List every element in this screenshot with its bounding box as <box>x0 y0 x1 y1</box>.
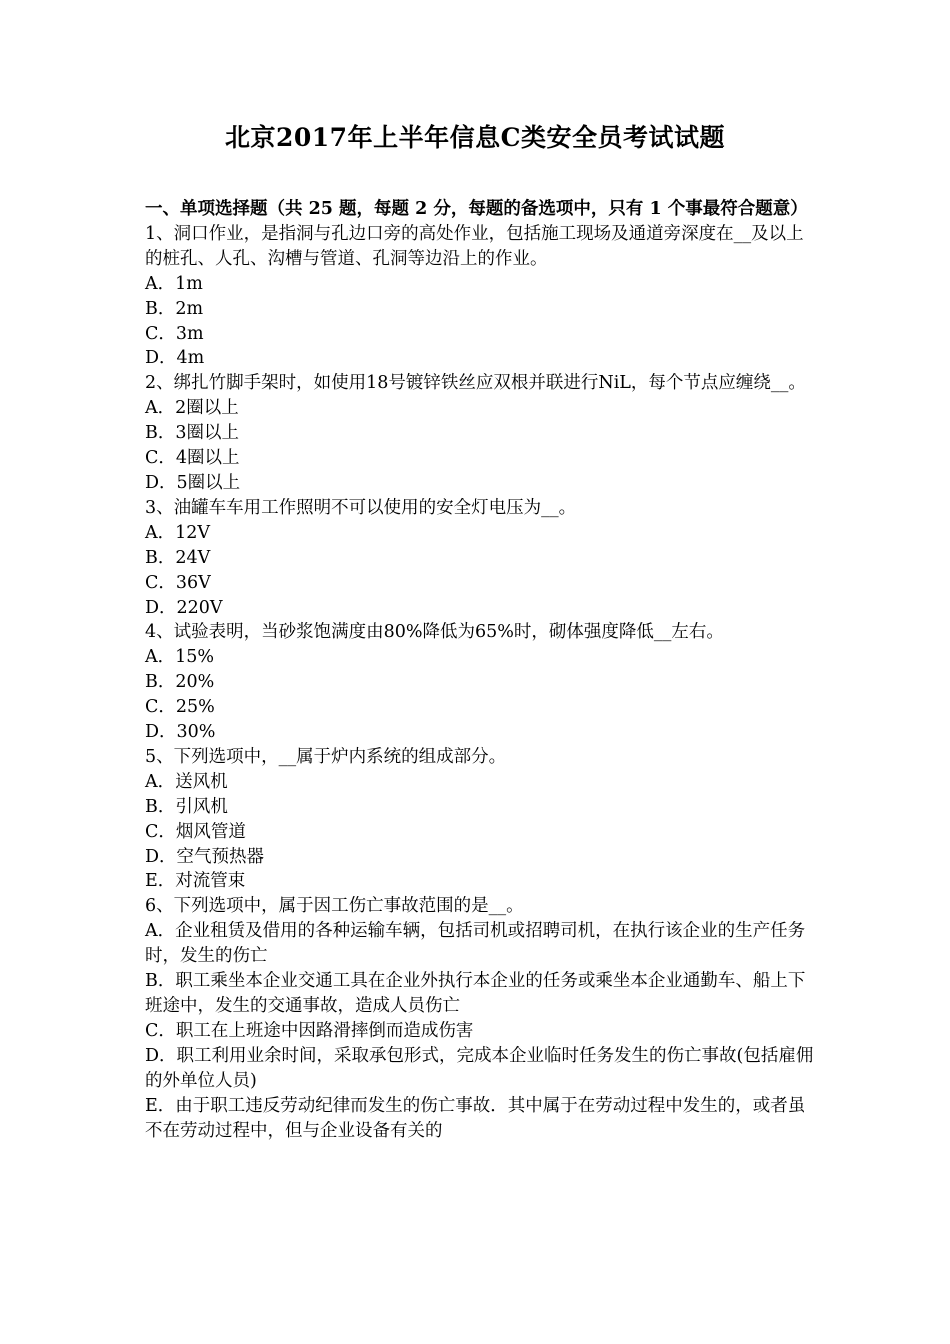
section-heading: 一、单项选择题（共 25 题，每题 2 分，每题的备选项中，只有 1 个事最符合题意） <box>145 199 808 219</box>
question-stem: 4、试验表明，当砂浆饱满度由80%降低为65%时，砌体强度降低__左右。 <box>145 622 724 643</box>
question-2 <box>145 371 815 496</box>
option-b: B．24V <box>145 547 211 568</box>
option-d: D．空气预热器 <box>145 846 265 867</box>
option-a: A．15% <box>145 647 215 668</box>
option-d: D．220V <box>145 597 223 618</box>
question-4 <box>145 620 815 745</box>
question-stem: 5、下列选项中，__属于炉内系统的组成部分。 <box>145 746 507 767</box>
option-a: A．企业租赁及借用的各种运输车辆，包括司机或招聘司机，在执行该企业的生产任务时，发生的伤亡 <box>145 921 806 967</box>
option-d: D．职工利用业余时间，采取承包形式，完成本企业临时任务发生的伤亡事故(包括雇佣的外单位人员) <box>145 1045 814 1091</box>
option-c: C．职工在上班途中因路滑摔倒而造成伤害 <box>145 1020 474 1041</box>
option-c: C．3m <box>145 323 204 344</box>
question-5 <box>145 745 815 894</box>
question-1 <box>145 222 815 371</box>
option-b: B．2m <box>145 298 204 319</box>
question-stem: 6、下列选项中，属于因工伤亡事故范围的是__。 <box>145 896 524 917</box>
option-a: A．12V <box>145 522 211 543</box>
question-stem: 2、绑扎竹脚手架时，如使用18号镀锌铁丝应双根并联进行NiL，每个节点应缠绕__。 <box>145 373 806 394</box>
option-a: A．2圈以上 <box>145 398 239 419</box>
option-b: B．3圈以上 <box>145 423 239 444</box>
question-3 <box>145 496 815 621</box>
exam-content <box>145 197 815 1143</box>
option-d: D．30% <box>145 722 216 743</box>
question-stem: 1、洞口作业，是指洞与孔边口旁的高处作业，包括施工现场及通道旁深度在__及以上的桩孔、人孔、沟槽与管道、孔洞等边沿上的作业。 <box>145 223 804 269</box>
option-c: C．4圈以上 <box>145 448 240 469</box>
option-d: D．5圈以上 <box>145 472 241 493</box>
option-a: A．送风机 <box>145 771 228 792</box>
question-6 <box>145 894 815 1143</box>
option-b: B．职工乘坐本企业交通工具在企业外执行本企业的任务或乘坐本企业通勤车、船上下班途中，发生的交通事故，造成人员伤亡 <box>145 971 806 1016</box>
option-c: C．25% <box>145 697 215 718</box>
option-e: E．对流管束 <box>145 871 246 892</box>
question-stem: 3、油罐车车用工作照明不可以使用的安全灯电压为__。 <box>145 497 577 518</box>
option-c: C．36V <box>145 572 211 593</box>
option-c: C．烟风管道 <box>145 821 246 842</box>
option-b: B．20% <box>145 672 215 693</box>
document-title: 北京2017年上半年信息C类安全员考试试题 <box>225 123 725 152</box>
option-a: A．1m <box>145 273 203 294</box>
option-d: D．4m <box>145 348 205 369</box>
option-b: B．引风机 <box>145 796 228 817</box>
option-e: E．由于职工违反劳动纪律而发生的伤亡事故．其中属于在劳动过程中发生的，或者虽不在劳动过程中，但与企业设备有关的 <box>145 1095 806 1141</box>
